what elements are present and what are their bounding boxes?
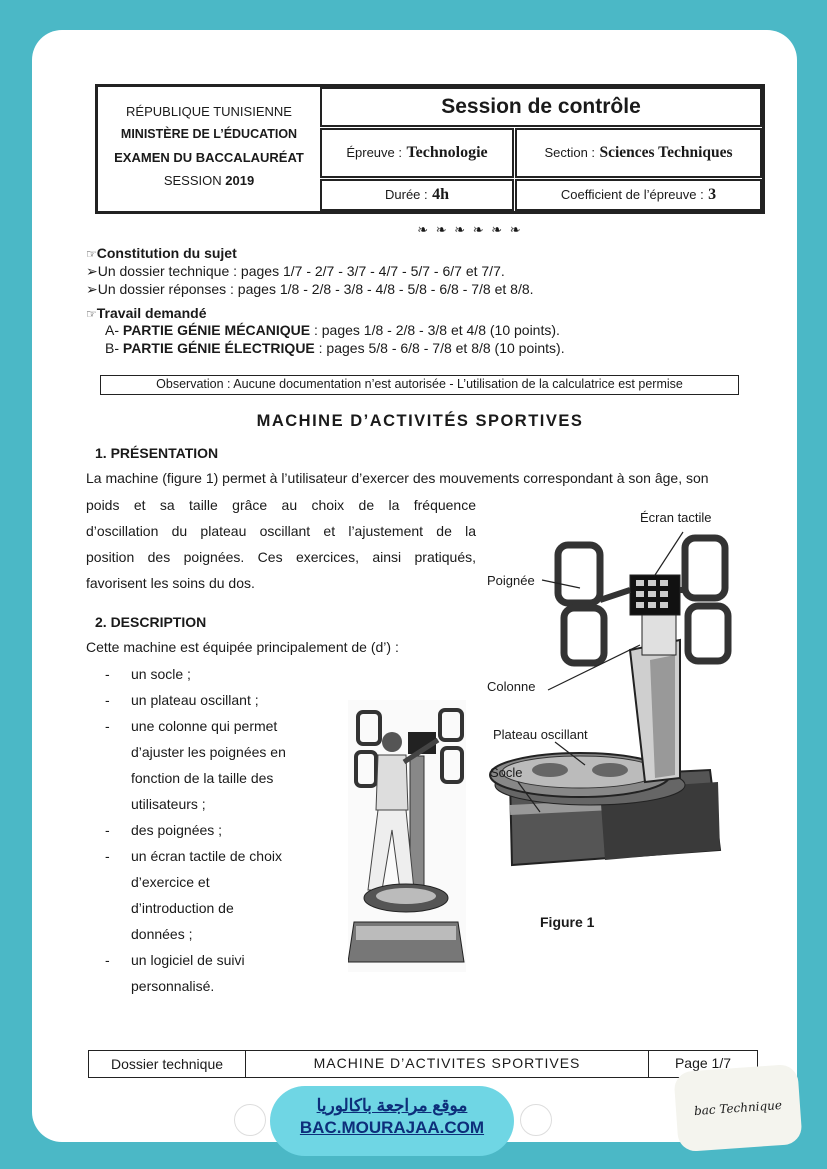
section-label: Section : bbox=[544, 145, 596, 160]
site-logo-icon bbox=[234, 1104, 266, 1136]
travail-part-b: B- PARTIE GÉNIE ÉLECTRIQUE : pages 5/8 - 6/8 - 7/8 et 8/8 (10 points). bbox=[105, 340, 565, 356]
session-year: 2019 bbox=[225, 173, 255, 188]
coef-label: Coefficient de l’épreuve : bbox=[560, 187, 704, 202]
presentation-line-3: d’oscillation du plateau oscillant et l’ajustement de la bbox=[86, 523, 476, 539]
epreuve-value: Technologie bbox=[406, 144, 488, 161]
footer-page: Page 1/7 bbox=[674, 1055, 732, 1071]
republic: RÉPUBLIQUE TUNISIENNE bbox=[126, 104, 292, 119]
presentation-line-1: La machine (figure 1) permet à l’utilisateur d’exercer des mouvements correspondant à son âge, son bbox=[86, 470, 709, 486]
coef-cell bbox=[515, 179, 762, 211]
travail-title: ☞Travail demandé bbox=[86, 305, 207, 321]
label-socle: Socle bbox=[490, 765, 523, 780]
main-title: MACHINE D’ACTIVITÉS SPORTIVES bbox=[256, 412, 584, 430]
ministry: MINISTÈRE DE L’ÉDUCATION bbox=[120, 127, 298, 141]
session-line bbox=[98, 173, 320, 188]
arrow-bullet-icon: ➢ bbox=[86, 263, 98, 279]
label-poignee: Poignée bbox=[487, 573, 535, 588]
site-logo-icon bbox=[520, 1104, 552, 1136]
duree-label: Durée : bbox=[385, 187, 428, 202]
footer-center: MACHINE D’ACTIVITES SPORTIVES bbox=[246, 1051, 649, 1077]
epreuve-cell bbox=[320, 128, 514, 178]
presentation-line-2: poids et sa taille grâce au choix de la fréquence bbox=[86, 497, 476, 513]
corner-stamp-text: bac Technique bbox=[693, 1097, 783, 1119]
session-type-cell bbox=[320, 87, 762, 127]
section-value: Sciences Techniques bbox=[599, 144, 733, 161]
page-footer bbox=[88, 1050, 758, 1078]
description-intro: Cette machine est équipée principalement de (d’) : bbox=[86, 639, 399, 655]
arrow-bullet-icon: ➢ bbox=[86, 281, 98, 297]
coef-value: 3 bbox=[708, 186, 717, 203]
description-title: 2. DESCRIPTION bbox=[95, 614, 207, 630]
hand-pointer-icon: ☞ bbox=[86, 247, 97, 261]
constitution-title: ☞Constitution du sujet bbox=[86, 245, 237, 261]
site-arabic-name[interactable]: موقع مراجعة باكالوريا bbox=[316, 1096, 468, 1115]
ornament-divider: ❧ ❧ ❧ ❧ ❧ ❧ bbox=[417, 222, 523, 237]
hand-pointer-icon: ☞ bbox=[86, 307, 97, 321]
duree-cell bbox=[320, 179, 514, 211]
session-label: SESSION bbox=[163, 173, 222, 188]
label-plateau-oscillant: Plateau oscillant bbox=[493, 727, 588, 742]
corner-stamp bbox=[673, 1064, 802, 1152]
section-cell bbox=[515, 128, 762, 178]
session-type: Session de contrôle bbox=[441, 95, 641, 118]
epreuve-label: Épreuve : bbox=[346, 145, 402, 160]
site-url[interactable]: BAC.MOURAJAA.COM bbox=[299, 1118, 485, 1137]
travail-part-a: A- PARTIE GÉNIE MÉCANIQUE : pages 1/8 - 2/8 - 3/8 et 4/8 (10 points). bbox=[105, 322, 560, 338]
constitution-line-2: ➢Un dossier réponses : pages 1/8 - 2/8 - 3/8 - 4/8 - 5/8 - 6/8 - 7/8 et 8/8. bbox=[86, 281, 534, 297]
label-colonne: Colonne bbox=[487, 679, 536, 694]
duree-value: 4h bbox=[432, 186, 449, 203]
exam-header bbox=[95, 84, 765, 214]
presentation-line-5: favorisent les soins du dos. bbox=[86, 575, 255, 591]
constitution-line-1: ➢Un dossier technique : pages 1/7 - 2/7 - 3/7 - 4/7 - 5/7 - 6/7 et 7/7. bbox=[86, 263, 505, 279]
presentation-title: 1. PRÉSENTATION bbox=[95, 445, 219, 461]
presentation-line-4: position des poignées. Ces exercices, ainsi pratiqués, bbox=[86, 549, 476, 565]
footer-left: Dossier technique bbox=[89, 1051, 246, 1077]
site-badge[interactable] bbox=[270, 1086, 514, 1156]
label-ecran-tactile: Écran tactile bbox=[640, 510, 712, 525]
user-on-machine-photo bbox=[348, 700, 466, 972]
exam-title: EXAMEN DU BACCALAURÉAT bbox=[114, 150, 304, 165]
observation-box: Observation : Aucune documentation n’est autorisée - L’utilisation de la calculatrice est permise bbox=[100, 375, 739, 395]
figure-caption: Figure 1 bbox=[540, 914, 595, 930]
